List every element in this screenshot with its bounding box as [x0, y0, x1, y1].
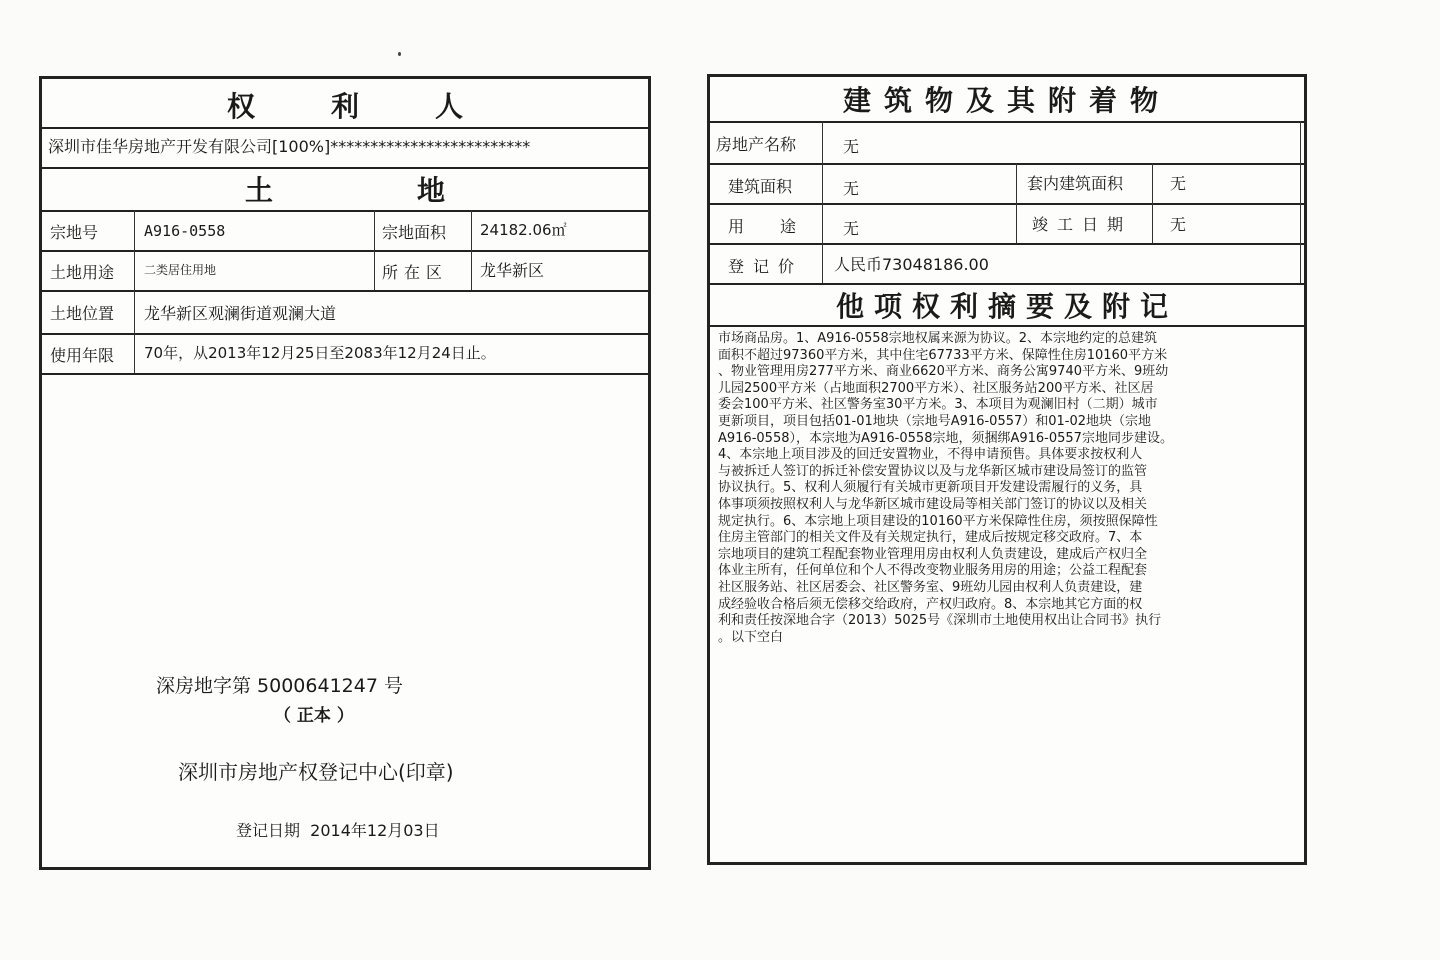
owner-line: 深圳市佳华房地产开发有限公司[100%]*************************	[48, 136, 531, 156]
land-title: 土 地	[244, 174, 446, 207]
cert-copy: （ 正本 ）	[274, 706, 354, 726]
owner-title: 权 利 人	[226, 90, 464, 123]
parcel-no-label: 宗地号	[50, 222, 99, 242]
building-panel	[707, 74, 1307, 865]
floor-area-value: 无	[843, 178, 860, 198]
inner-area-value: 无	[1170, 173, 1187, 193]
floor-area-label: 建筑面积	[728, 176, 793, 196]
cert-number: 深房地字第 5000641247 号	[156, 675, 403, 697]
usage-label: 用途	[728, 216, 833, 236]
issuer: 深圳市房地产权登记中心(印章)	[178, 760, 454, 784]
district-value: 龙华新区	[480, 260, 545, 280]
building-title: 建筑物及其附着物	[842, 84, 1171, 117]
land-use-value: 二类居住用地	[144, 262, 217, 277]
location-label: 土地位置	[50, 303, 115, 323]
parcel-area-value: 24182.06㎡	[480, 220, 567, 239]
remarks-title: 他项权利摘要及附记	[835, 290, 1178, 323]
term-value: 70年，从2013年12月25日至2083年12月24日止。	[144, 343, 496, 362]
inner-area-label: 套内建筑面积	[1027, 173, 1124, 193]
land-use-label: 土地用途	[50, 262, 115, 282]
location-value: 龙华新区观澜街道观澜大道	[144, 303, 337, 323]
usage-value: 无	[843, 218, 860, 238]
price-label: 登记价	[728, 256, 804, 276]
remarks-text: 市场商品房。1、A916-0558宗地权属来源为协议。2、本宗地约定的总建筑 面积不超过97360平方米，其中住宅67733平方米、保障性住房10160平方米 、物业管理用房277平方米、商业6620平方米、商务公寓9740平方米、9班幼 儿园2500平方米（占地面积2700平方米）、社区服务站200平方米、社区居 委会100平方米、社区警务室30平方米。3、本项目为观澜旧村（二期）城市 更新项目，项目包括01-01地块（宗地号A916-0557）和01-02地块（宗地 A916-0558），本宗地为A916-0558宗地，须捆绑A916-0557宗地同步建设。 4、本宗地上项目涉及的回迁安置物业，不得申请预售。具体要求按权利人 与被拆迁人签订的拆迁补偿安置协议以及与龙华新区城市建设局签订的监管 协议执行。5、权利人须履行有关城市更新项目开发建设需履行的义务，具 体事项须按照权利人与龙华新区城市建设局等相关部门签订的协议以及相关 规定执行。6、本宗地上项目建设的10160平方米保障性住房，须按照保障性 住房主管部门的相关文件及有关规定执行，建成后按规定移交政府。7、本 宗地项目的建筑工程配套物业管理用房由权利人负责建设，建成后产权归全 体业主所有，任何单位和个人不得改变物业服务用房的用途；公益工程配套 社区服务站、社区居委会、社区警务室、9班幼儿园由权利人负责建设，建 成经验收合格后须无偿移交给政府，产权归政府。8、本宗地其它方面的权 利和责任按深地合字（2013）5025号《深圳市土地使用权出让合同书》执行 。以下空白	[718, 331, 1173, 645]
reg-date: 登记日期 2014年12月03日	[236, 821, 440, 840]
scan-speck	[398, 52, 401, 56]
price-value: 人民币73048186.00	[834, 254, 989, 274]
property-name-value: 无	[843, 136, 860, 156]
completion-value: 无	[1170, 214, 1187, 234]
owner-land-panel	[39, 76, 651, 870]
parcel-no-value: A916-0558	[144, 222, 226, 240]
parcel-area-label: 宗地面积	[382, 222, 447, 242]
property-name-label: 房地产名称	[716, 134, 797, 154]
completion-label: 竣工日期	[1032, 214, 1133, 234]
term-label: 使用年限	[50, 345, 115, 365]
district-label: 所在区	[382, 262, 449, 282]
